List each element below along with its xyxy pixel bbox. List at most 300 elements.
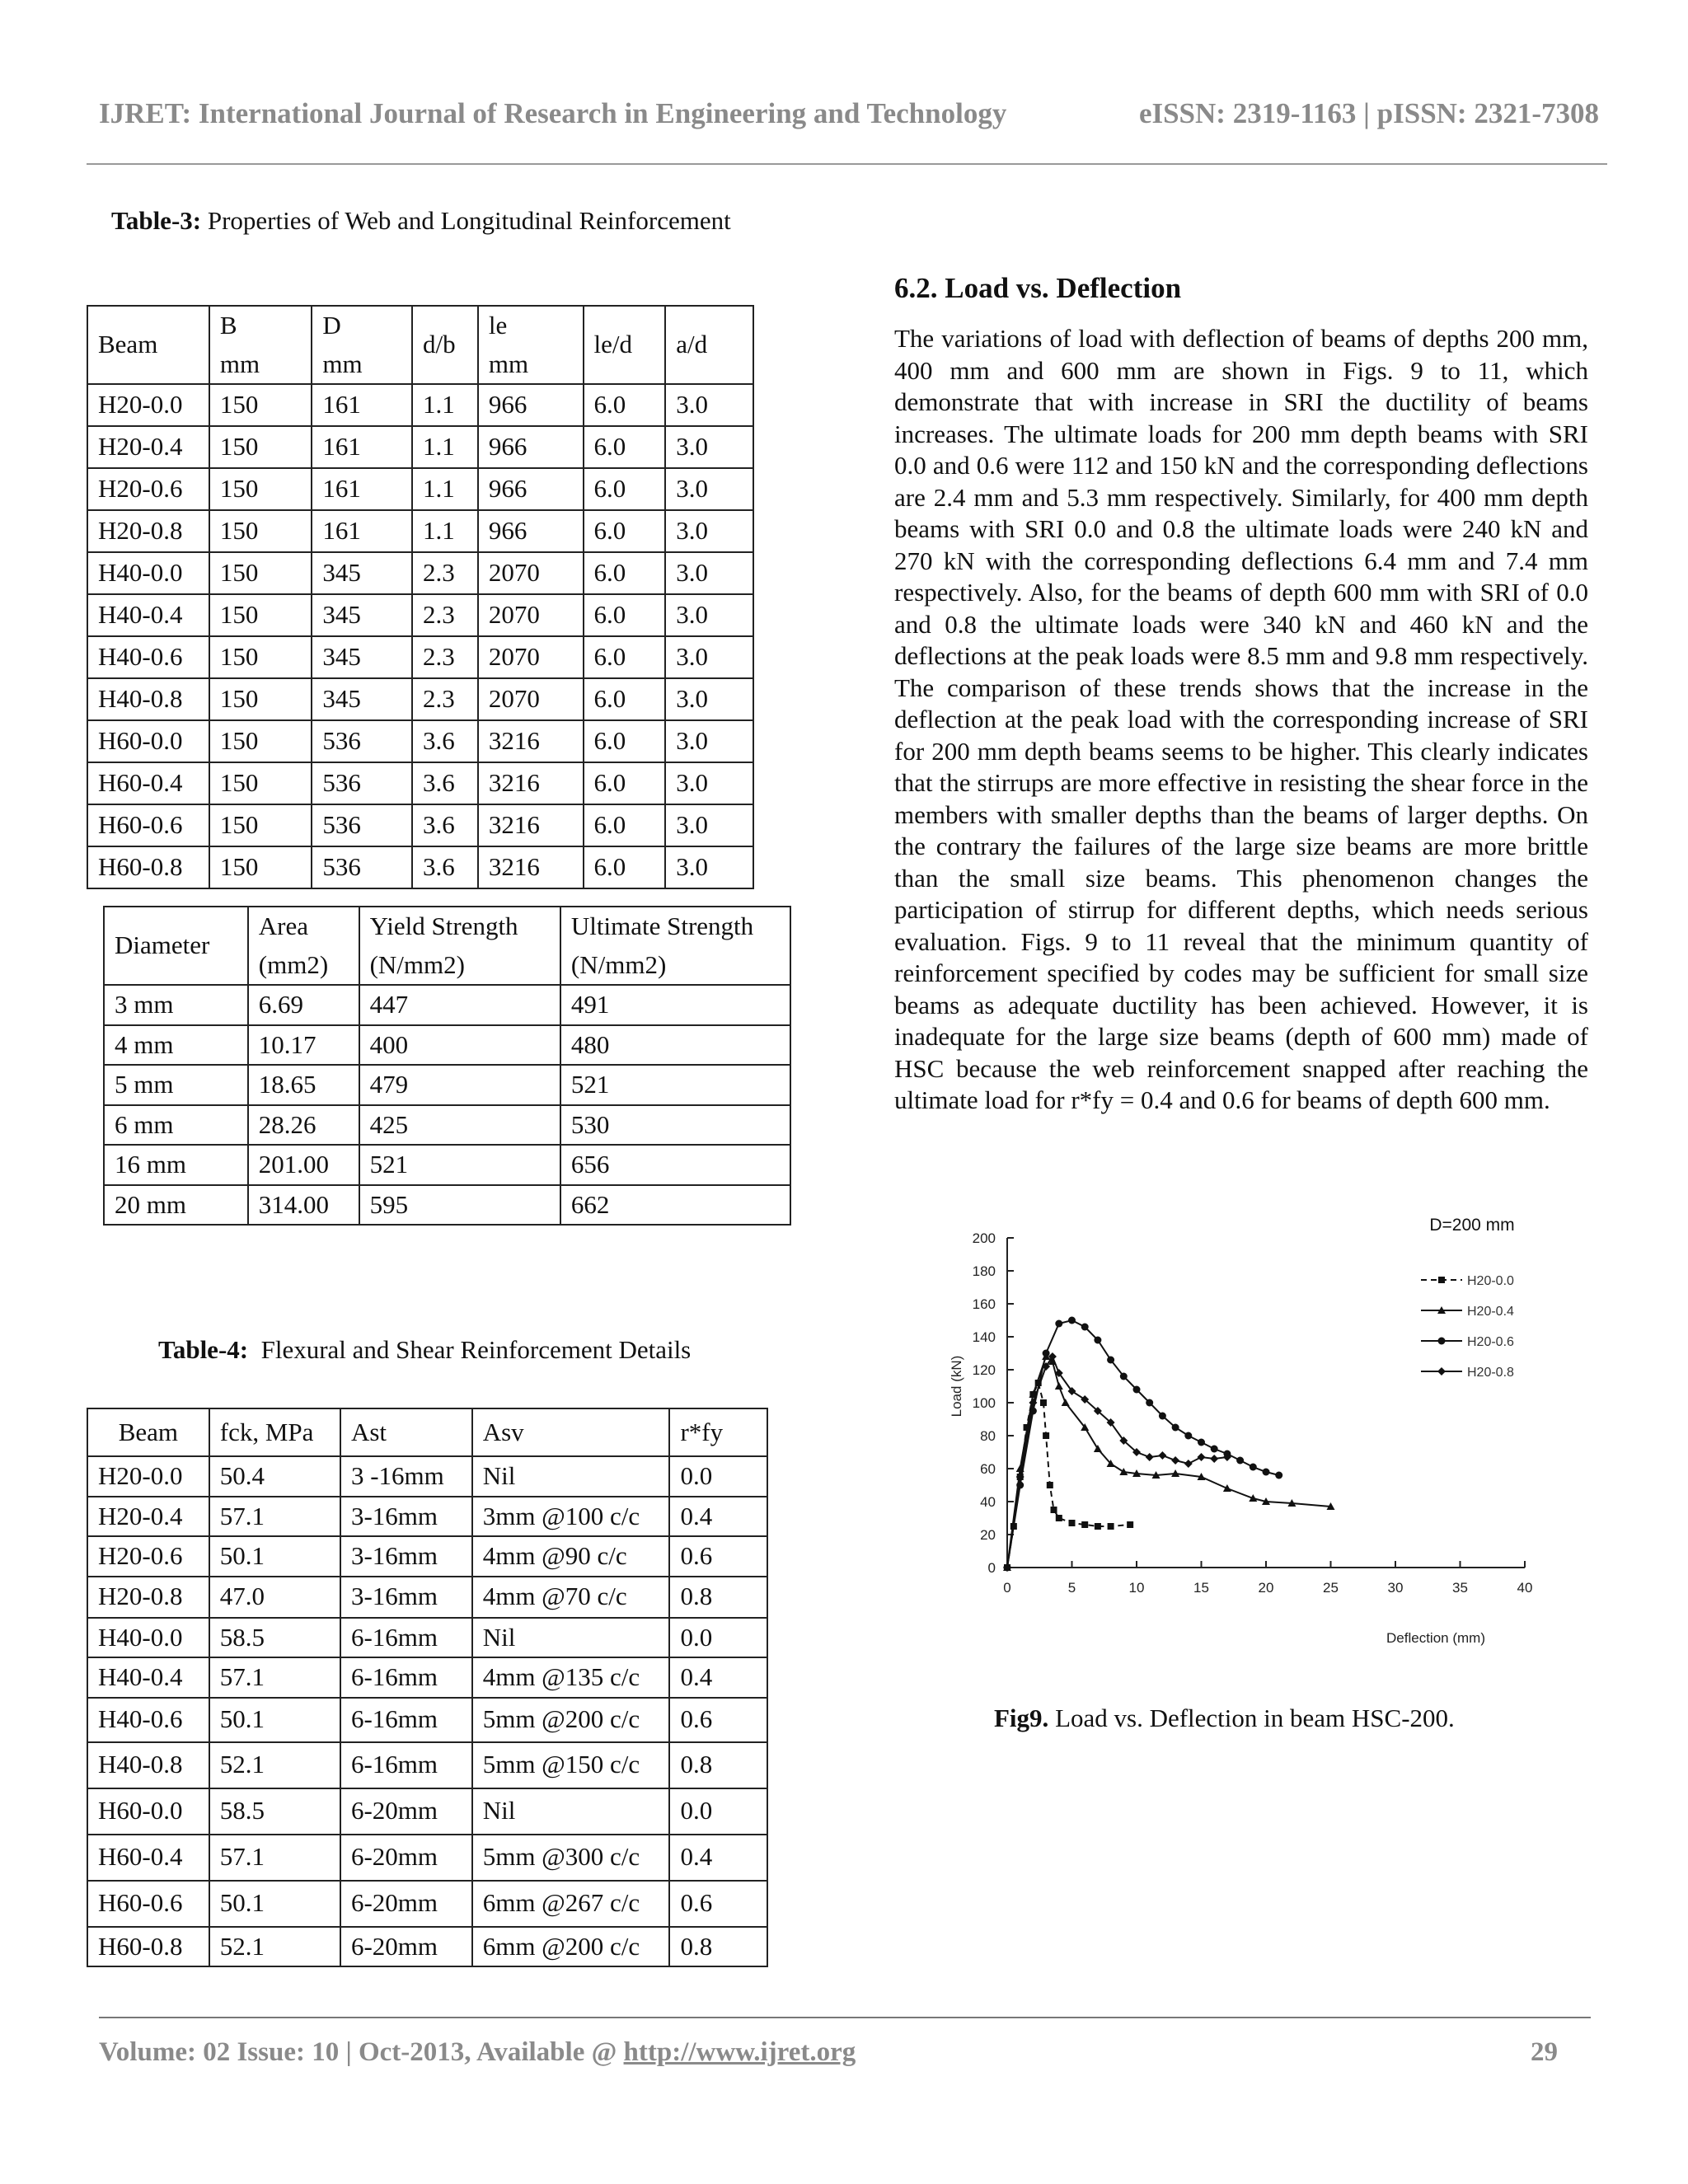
- table-cell: 201.00: [248, 1145, 359, 1185]
- table-cell: 6.0: [584, 678, 666, 720]
- table-row: [87, 1927, 767, 1967]
- x-axis-label: Deflection (mm): [1386, 1630, 1485, 1646]
- table3: [87, 305, 754, 889]
- table-cell: 662: [560, 1185, 790, 1226]
- table-cell: 3.0: [665, 636, 753, 678]
- data-point-marker: [1108, 1523, 1114, 1530]
- table-row: [104, 1025, 790, 1066]
- table-cell: 3.0: [665, 846, 753, 888]
- table-cell: 5mm @200 c/c: [472, 1698, 670, 1742]
- table-cell: 150: [209, 384, 312, 426]
- header-line: d/b: [423, 330, 456, 359]
- header-line: B: [219, 311, 237, 340]
- table-cell: 6-20mm: [340, 1881, 472, 1927]
- table-cell: 0.8: [669, 1927, 767, 1967]
- data-point-marker: [1056, 1515, 1062, 1521]
- load-deflection-chart: [931, 1207, 1550, 1657]
- table-cell: 6.0: [584, 762, 666, 804]
- table-cell: 50.4: [209, 1456, 340, 1497]
- table-cell: 57.1: [209, 1657, 340, 1698]
- page-footer: [99, 2037, 1558, 2068]
- data-point-marker: [1043, 1432, 1049, 1439]
- table-cell: 0.0: [669, 1618, 767, 1658]
- table-cell: 966: [478, 426, 584, 468]
- table-cell: 3.0: [665, 720, 753, 762]
- y-tick-label: 0: [987, 1560, 996, 1576]
- table-cell: 50.1: [209, 1536, 340, 1577]
- data-point-marker: [1043, 1350, 1050, 1357]
- header-unit: mm: [488, 349, 529, 378]
- table-row: [87, 636, 753, 678]
- table-cell: 161: [312, 426, 412, 468]
- journal-title: IJRET: International Journal of Research in Engineering and Technology: [99, 97, 1007, 129]
- header-cell: [87, 306, 209, 384]
- header-cell: [104, 907, 248, 985]
- data-point-marker: [1159, 1413, 1166, 1420]
- table-cell: 4 mm: [104, 1025, 248, 1066]
- data-point-marker: [1172, 1424, 1179, 1432]
- table-cell: 150: [209, 510, 312, 552]
- table-cell: 966: [478, 384, 584, 426]
- data-point-marker: [1250, 1464, 1257, 1471]
- table-cell: 6-16mm: [340, 1657, 472, 1698]
- data-point-marker: [1236, 1457, 1244, 1465]
- table-cell: H40-0.0: [87, 552, 209, 594]
- table-row: [87, 1536, 767, 1577]
- table-cell: 3.0: [665, 510, 753, 552]
- y-tick-label: 20: [980, 1527, 996, 1543]
- header-cell: [584, 306, 666, 384]
- table-cell: 966: [478, 510, 584, 552]
- table-cell: 2.3: [412, 636, 478, 678]
- table-row: [87, 594, 753, 636]
- table-cell: 16 mm: [104, 1145, 248, 1185]
- legend-label: H20-0.8: [1467, 1366, 1514, 1380]
- x-tick-label: 10: [1128, 1580, 1145, 1596]
- data-point-marker: [1263, 1469, 1270, 1476]
- table-cell: 3216: [478, 846, 584, 888]
- table-cell: 6-20mm: [340, 1788, 472, 1835]
- header-cell: [412, 306, 478, 384]
- header-cell: Asv: [472, 1408, 670, 1456]
- table-cell: 150: [209, 468, 312, 510]
- header-unit: mm: [219, 349, 260, 378]
- data-point-marker: [1120, 1373, 1128, 1380]
- data-point-marker: [1184, 1432, 1192, 1440]
- table-cell: 345: [312, 594, 412, 636]
- table-cell: 3.0: [665, 678, 753, 720]
- table-cell: 150: [209, 762, 312, 804]
- table-cell: 6 mm: [104, 1105, 248, 1146]
- table-cell: 2.3: [412, 678, 478, 720]
- data-point-marker: [1095, 1523, 1101, 1530]
- table-cell: 10.17: [248, 1025, 359, 1066]
- table-cell: 479: [359, 1065, 560, 1105]
- header-line: Yield Strength: [369, 912, 518, 940]
- table-cell: 6.0: [584, 636, 666, 678]
- table-cell: 3216: [478, 720, 584, 762]
- table4-header-row: [87, 1408, 767, 1456]
- table-cell: 6.0: [584, 552, 666, 594]
- table-cell: 447: [359, 985, 560, 1025]
- table-cell: Nil: [472, 1788, 670, 1835]
- table-cell: H40-0.4: [87, 594, 209, 636]
- table-cell: H20-0.6: [87, 1536, 209, 1577]
- table-cell: 3216: [478, 762, 584, 804]
- table-cell: 6.0: [584, 510, 666, 552]
- diameter-table-header-row: [104, 907, 790, 985]
- table-cell: 57.1: [209, 1835, 340, 1881]
- data-point-marker: [1198, 1453, 1206, 1461]
- y-tick-label: 60: [980, 1461, 996, 1477]
- table-cell: 480: [560, 1025, 790, 1066]
- table-cell: 47.0: [209, 1577, 340, 1618]
- table3-caption-label: Table-3:: [111, 206, 202, 235]
- data-point-marker: [1069, 1520, 1076, 1526]
- x-tick-label: 20: [1258, 1580, 1274, 1596]
- table-cell: 3-16mm: [340, 1577, 472, 1618]
- table-row: [87, 1881, 767, 1927]
- header-cell: r*fy: [669, 1408, 767, 1456]
- data-point-marker: [1158, 1451, 1166, 1460]
- table-cell: 3.6: [412, 846, 478, 888]
- y-tick-label: 40: [980, 1494, 996, 1510]
- table-cell: 3.0: [665, 594, 753, 636]
- table-cell: H60-0.4: [87, 762, 209, 804]
- table-cell: 6.0: [584, 468, 666, 510]
- header-cell: [478, 306, 584, 384]
- footer-url-link[interactable]: http://www.ijret.org: [623, 2037, 856, 2067]
- header-line: D: [322, 311, 341, 340]
- table-cell: 150: [209, 636, 312, 678]
- header-cell: [248, 907, 359, 985]
- data-point-marker: [1094, 1337, 1101, 1344]
- table-cell: 6.0: [584, 426, 666, 468]
- table4: [87, 1408, 768, 1967]
- legend-label: H20-0.6: [1467, 1335, 1514, 1349]
- data-point-marker: [1081, 1521, 1088, 1528]
- table-cell: 52.1: [209, 1742, 340, 1788]
- table-cell: 1.1: [412, 468, 478, 510]
- table-cell: 161: [312, 468, 412, 510]
- data-point-marker: [1211, 1446, 1218, 1453]
- figure-caption-label: Fig9.: [994, 1704, 1049, 1732]
- table-cell: 3 mm: [104, 985, 248, 1025]
- data-point-marker: [1146, 1453, 1154, 1461]
- table-cell: 0.0: [669, 1456, 767, 1497]
- data-point-marker: [1437, 1367, 1446, 1376]
- table-row: [104, 1145, 790, 1185]
- x-tick-label: 25: [1323, 1580, 1339, 1596]
- table-cell: H20-0.6: [87, 468, 209, 510]
- table-cell: 314.00: [248, 1185, 359, 1226]
- y-tick-label: 120: [972, 1362, 996, 1378]
- header-line: le: [488, 311, 508, 340]
- table-cell: H20-0.0: [87, 1456, 209, 1497]
- header-cell: [312, 306, 412, 384]
- header-line: Diameter: [115, 930, 210, 960]
- table-cell: H40-0.0: [87, 1618, 209, 1658]
- table4-caption: [158, 1335, 691, 1365]
- data-point-marker: [1133, 1386, 1141, 1394]
- figure-caption-text: Load vs. Deflection in beam HSC-200.: [1048, 1704, 1455, 1732]
- table-row: [87, 678, 753, 720]
- table-cell: 400: [359, 1025, 560, 1066]
- series-h20-0.6: [1004, 1317, 1283, 1572]
- table-cell: 6-16mm: [340, 1742, 472, 1788]
- table-row: [87, 1698, 767, 1742]
- table-cell: H20-0.8: [87, 1577, 209, 1618]
- table-cell: H40-0.8: [87, 1742, 209, 1788]
- table-cell: 50.1: [209, 1881, 340, 1927]
- table-cell: 536: [312, 804, 412, 846]
- legend-entry: [1421, 1366, 1514, 1380]
- table-cell: 0.0: [669, 1788, 767, 1835]
- section-title: 6.2. Load vs. Deflection: [894, 272, 1182, 304]
- table-row: [104, 1065, 790, 1105]
- header-line: Beam: [98, 330, 158, 359]
- table-cell: 521: [359, 1145, 560, 1185]
- table-cell: 6-16mm: [340, 1618, 472, 1658]
- header-rule: [87, 163, 1607, 165]
- legend-entry: [1421, 1335, 1514, 1349]
- table-cell: H40-0.6: [87, 1698, 209, 1742]
- table-cell: 2070: [478, 552, 584, 594]
- table-cell: 6mm @267 c/c: [472, 1881, 670, 1927]
- table-cell: 3.0: [665, 426, 753, 468]
- data-point-marker: [1146, 1399, 1153, 1407]
- y-tick-label: 200: [972, 1230, 996, 1246]
- table-row: [87, 1657, 767, 1698]
- footer-volume-text: Volume: 02 Issue: 10 | Oct-2013, Available @: [99, 2037, 624, 2067]
- footer-volume: [99, 2037, 856, 2068]
- table-cell: 6.0: [584, 804, 666, 846]
- table-cell: 0.8: [669, 1742, 767, 1788]
- table-cell: 5 mm: [104, 1065, 248, 1105]
- table-cell: 3.0: [665, 468, 753, 510]
- table-cell: 150: [209, 720, 312, 762]
- data-point-marker: [1198, 1439, 1205, 1446]
- table-row: [87, 426, 753, 468]
- y-tick-label: 160: [972, 1296, 996, 1312]
- table-cell: 28.26: [248, 1105, 359, 1146]
- table-row: [87, 1456, 767, 1497]
- table-cell: 4mm @70 c/c: [472, 1577, 670, 1618]
- table-cell: H60-0.8: [87, 846, 209, 888]
- header-line: a/d: [676, 330, 708, 359]
- header-cell: [359, 907, 560, 985]
- table-cell: 57.1: [209, 1497, 340, 1537]
- table-cell: 6.0: [584, 720, 666, 762]
- table-cell: H60-0.4: [87, 1835, 209, 1881]
- table-row: [104, 1105, 790, 1146]
- figure-caption: [994, 1704, 1455, 1733]
- table-cell: 536: [312, 846, 412, 888]
- x-tick-label: 0: [1003, 1580, 1011, 1596]
- table-row: [87, 552, 753, 594]
- x-tick-label: 40: [1517, 1580, 1533, 1596]
- table-cell: 3.6: [412, 762, 478, 804]
- page-header: [99, 97, 1599, 130]
- table-cell: 161: [312, 510, 412, 552]
- table-cell: 6-20mm: [340, 1835, 472, 1881]
- header-cell: Beam: [87, 1408, 209, 1456]
- table-cell: 150: [209, 804, 312, 846]
- table-cell: 4mm @135 c/c: [472, 1657, 670, 1698]
- header-cell: [560, 907, 790, 985]
- table-cell: 6-16mm: [340, 1698, 472, 1742]
- table-cell: H40-0.4: [87, 1657, 209, 1698]
- table-cell: H60-0.0: [87, 720, 209, 762]
- table-cell: H60-0.0: [87, 1788, 209, 1835]
- data-point-marker: [1040, 1399, 1047, 1406]
- data-point-marker: [1068, 1317, 1076, 1324]
- table-row: [87, 468, 753, 510]
- table-cell: 521: [560, 1065, 790, 1105]
- table-cell: H20-0.4: [87, 426, 209, 468]
- table-cell: H20-0.0: [87, 384, 209, 426]
- table-row: [87, 1742, 767, 1788]
- table-cell: 345: [312, 552, 412, 594]
- data-point-marker: [1127, 1521, 1133, 1528]
- table-row: [87, 1577, 767, 1618]
- table-cell: 1.1: [412, 426, 478, 468]
- x-tick-label: 15: [1193, 1580, 1209, 1596]
- table-row: [87, 384, 753, 426]
- table-row: [87, 720, 753, 762]
- table-cell: H20-0.4: [87, 1497, 209, 1537]
- table-cell: 3.6: [412, 720, 478, 762]
- table-cell: 0.8: [669, 1577, 767, 1618]
- table3-caption-text: Properties of Web and Longitudinal Reinforcement: [201, 206, 731, 235]
- table-cell: H60-0.8: [87, 1927, 209, 1967]
- table-cell: 1.1: [412, 510, 478, 552]
- header-line: le/d: [593, 330, 633, 359]
- table-cell: 150: [209, 678, 312, 720]
- footer-rule: [99, 2017, 1591, 2018]
- table-cell: 4mm @90 c/c: [472, 1536, 670, 1577]
- table-cell: 491: [560, 985, 790, 1025]
- table-cell: 2070: [478, 678, 584, 720]
- table-cell: 150: [209, 426, 312, 468]
- header-cell: fck, MPa: [209, 1408, 340, 1456]
- data-point-marker: [1094, 1445, 1102, 1452]
- table-cell: 0.4: [669, 1657, 767, 1698]
- header-line: Area: [258, 912, 308, 940]
- table-cell: 0.4: [669, 1497, 767, 1537]
- table-cell: 150: [209, 552, 312, 594]
- table-cell: 3.6: [412, 804, 478, 846]
- legend-entry: [1421, 1305, 1514, 1319]
- table-cell: 150: [209, 846, 312, 888]
- table-cell: 536: [312, 762, 412, 804]
- header-unit: mm: [322, 349, 363, 378]
- header-line: Ultimate Strength: [570, 912, 754, 940]
- x-tick-label: 35: [1452, 1580, 1468, 1596]
- table-row: [87, 1788, 767, 1835]
- header-cell: [209, 306, 312, 384]
- table-cell: 2.3: [412, 594, 478, 636]
- table-cell: 0.6: [669, 1698, 767, 1742]
- legend-label: H20-0.4: [1467, 1305, 1514, 1319]
- y-tick-label: 140: [972, 1329, 996, 1345]
- data-point-marker: [1438, 1338, 1446, 1345]
- legend-entry: [1421, 1274, 1514, 1288]
- data-point-marker: [1275, 1472, 1282, 1479]
- issn: eISSN: 2319-1163 | pISSN: 2321-7308: [1138, 97, 1599, 129]
- x-tick-label: 30: [1387, 1580, 1404, 1596]
- header-unit: (mm2): [258, 949, 329, 979]
- table-row: [104, 985, 790, 1025]
- table-cell: 0.6: [669, 1881, 767, 1927]
- table-cell: 0.4: [669, 1835, 767, 1881]
- data-point-marker: [1210, 1455, 1218, 1463]
- table3-header-row: [87, 306, 753, 384]
- table-row: [87, 1835, 767, 1881]
- y-axis-label: Load (kN): [949, 1355, 964, 1418]
- table-cell: 3mm @100 c/c: [472, 1497, 670, 1537]
- table-cell: 530: [560, 1105, 790, 1146]
- table-cell: H40-0.8: [87, 678, 209, 720]
- table-cell: 345: [312, 678, 412, 720]
- table-cell: 595: [359, 1185, 560, 1226]
- table-cell: 3216: [478, 804, 584, 846]
- table-row: [87, 1497, 767, 1537]
- chart-title: D=200 mm: [1429, 1216, 1515, 1235]
- table-row: [87, 510, 753, 552]
- header-cell: Ast: [340, 1408, 472, 1456]
- table-cell: H20-0.8: [87, 510, 209, 552]
- table-cell: H60-0.6: [87, 804, 209, 846]
- table-row: [87, 1618, 767, 1658]
- page-number: 29: [1531, 2037, 1558, 2067]
- table-row: [87, 804, 753, 846]
- table-cell: 3 -16mm: [340, 1456, 472, 1497]
- table-cell: Nil: [472, 1456, 670, 1497]
- table-cell: H60-0.6: [87, 1881, 209, 1927]
- series-line: [1007, 1383, 1130, 1568]
- table-cell: 20 mm: [104, 1185, 248, 1226]
- table-cell: 58.5: [209, 1618, 340, 1658]
- data-point-marker: [1438, 1277, 1445, 1283]
- table-cell: 18.65: [248, 1065, 359, 1105]
- table-cell: 536: [312, 720, 412, 762]
- table4-caption-text: Flexural and Shear Reinforcement Details: [248, 1335, 692, 1364]
- table-cell: 50.1: [209, 1698, 340, 1742]
- table-row: [87, 846, 753, 888]
- legend-label: H20-0.0: [1467, 1274, 1514, 1288]
- diameter-table: [103, 906, 791, 1226]
- table-cell: 58.5: [209, 1788, 340, 1835]
- table-cell: 150: [209, 594, 312, 636]
- y-tick-label: 100: [972, 1395, 996, 1411]
- table-cell: 6.0: [584, 384, 666, 426]
- header-unit: (N/mm2): [570, 949, 667, 979]
- table-cell: 656: [560, 1145, 790, 1185]
- header-unit: (N/mm2): [369, 949, 465, 979]
- table4-caption-label: Table-4:: [158, 1335, 249, 1364]
- table-cell: 425: [359, 1105, 560, 1146]
- table-cell: 1.1: [412, 384, 478, 426]
- data-point-marker: [1062, 1399, 1070, 1406]
- table-cell: Nil: [472, 1618, 670, 1658]
- data-point-marker: [1055, 1320, 1062, 1328]
- table-cell: 6-20mm: [340, 1927, 472, 1967]
- table-cell: 345: [312, 636, 412, 678]
- data-point-marker: [1081, 1324, 1089, 1331]
- section-paragraph: The variations of load with deflection of beams of depths 200 mm, 400 mm and 600 mm are shown in Figs. 9 to 11, which demonstrate that with increase in SRI the ductility of beams increases. The ultimate loads for 200 mm depth beams with SRI 0.0 and 0.6 were 112 and 150 kN and the corresponding deflections are 2.4 mm and 5.3 mm respectively. Similarly, for 400 mm depth beams with SRI 0.0 and 0.8 the ultimate loads were 240 kN and 270 kN with the corresponding deflections 6.4 mm and 7.4 mm respectively. Also, for the beams of depth 600 mm with SRI of 0.0 and 0.8 the ultimate loads were 340 kN and 460 kN and the deflections at the peak loads were 8.5 mm and 9.8 mm respectively. The comparison of these trends shows that the increase in the deflection at the peak load with the corresponding increase of SRI for 200 mm depth beams seems to be higher. This clearly indicates that the stirrups are more effective in resisting the shear force in the members with smaller depths than the beams of larger depths. On the contrary the failures of the large size beams are more brittle than the small size beams. This phenomenon changes the participation of stirrup for different depths, which needs serious evaluation. Figs. 9 to 11 reveal that the minimum quantity of reinforcement specified by codes may be sufficient for small size beams as adequate ductility has been achieved. However, it is inadequate for the large size beams (depth of 600 mm) made of HSC because the web reinforcement snapped after reaching the ultimate load for r*fy = 0.4 and 0.6 for beams of depth 600 mm.: [894, 324, 1588, 1114]
- table-cell: H40-0.6: [87, 636, 209, 678]
